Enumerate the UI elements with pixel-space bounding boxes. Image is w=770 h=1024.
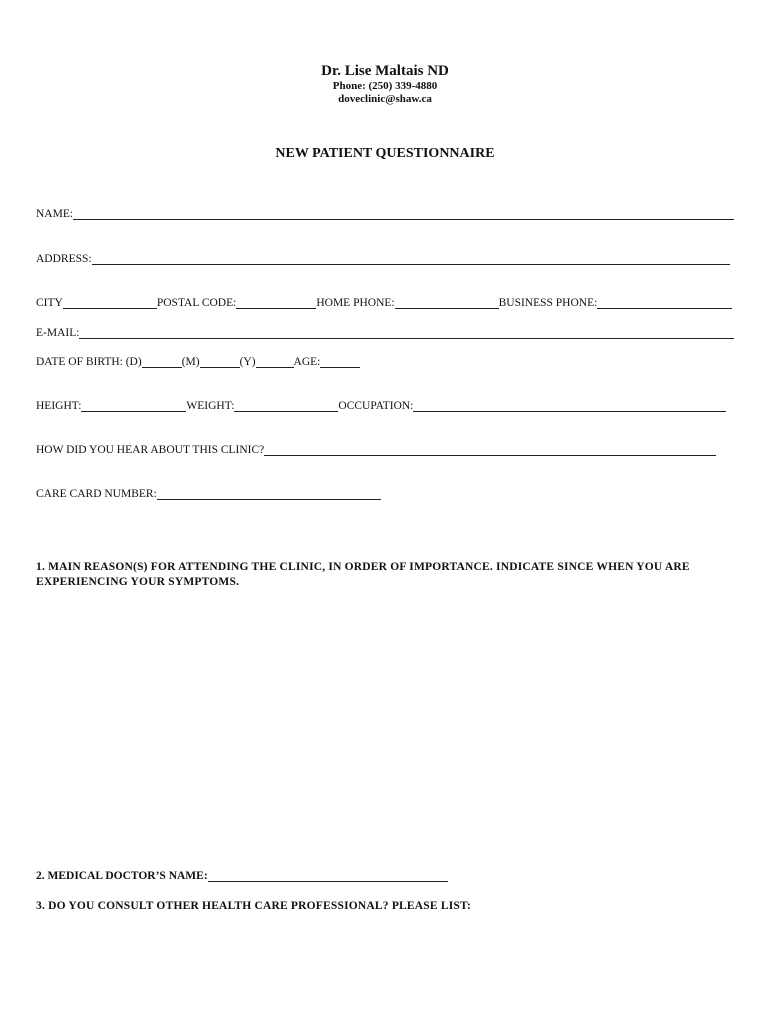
dob-month-field[interactable] bbox=[200, 356, 240, 368]
age-label: AGE: bbox=[293, 356, 321, 368]
email-row bbox=[36, 326, 734, 340]
dob-day-label: DATE OF BIRTH: (D) bbox=[36, 356, 142, 368]
doctor-name: Dr. Lise Maltais ND bbox=[321, 63, 449, 79]
age-field[interactable] bbox=[320, 356, 360, 368]
city-field[interactable] bbox=[63, 297, 157, 309]
dob-day-field[interactable] bbox=[142, 356, 182, 368]
name-row bbox=[36, 207, 734, 221]
main-reasons-answer-area[interactable] bbox=[36, 600, 734, 850]
height-label: HEIGHT: bbox=[36, 400, 82, 412]
occupation-field[interactable] bbox=[413, 400, 726, 412]
dob-year-label: (Y) bbox=[239, 356, 256, 368]
height-field[interactable] bbox=[81, 400, 186, 412]
care-card-row bbox=[36, 487, 381, 501]
postal-code-label: POSTAL CODE: bbox=[156, 297, 237, 309]
clinic-header bbox=[0, 62, 770, 106]
referral-label: HOW DID YOU HEAR ABOUT THIS CLINIC? bbox=[36, 444, 265, 456]
referral-field[interactable] bbox=[264, 444, 716, 456]
postal-code-field[interactable] bbox=[236, 297, 316, 309]
home-phone-label: HOME PHONE: bbox=[316, 297, 395, 309]
city-row bbox=[36, 296, 732, 310]
home-phone-field[interactable] bbox=[395, 297, 499, 309]
address-field[interactable] bbox=[92, 253, 730, 265]
email-field[interactable] bbox=[79, 327, 734, 339]
care-card-field[interactable] bbox=[157, 488, 381, 500]
other-professionals-answer-area[interactable] bbox=[36, 920, 734, 1010]
medical-doctor-label: 2. MEDICAL DOCTOR’S NAME: bbox=[36, 870, 208, 882]
care-card-label: CARE CARD NUMBER: bbox=[36, 488, 157, 500]
name-label: NAME: bbox=[36, 208, 74, 220]
email-label: E-MAIL: bbox=[36, 327, 80, 339]
address-label: ADDRESS: bbox=[36, 253, 92, 265]
clinic-email: doveclinic@shaw.ca bbox=[338, 93, 432, 105]
occupation-label: OCCUPATION: bbox=[338, 400, 414, 412]
height-row bbox=[36, 399, 726, 413]
form-title: NEW PATIENT QUESTIONNAIRE bbox=[275, 146, 495, 161]
medical-doctor-row bbox=[36, 869, 448, 883]
referral-row bbox=[36, 443, 716, 457]
weight-label: WEIGHT: bbox=[186, 400, 235, 412]
weight-field[interactable] bbox=[234, 400, 338, 412]
question-main-reasons: 1. MAIN REASON(S) FOR ATTENDING THE CLINIC, IN ORDER OF IMPORTANCE. INDICATE SINCE WHEN YOU ARE EXPERIENCING YOUR SYMPTOMS. bbox=[36, 561, 690, 588]
business-phone-label: BUSINESS PHONE: bbox=[498, 297, 598, 309]
name-field[interactable] bbox=[73, 208, 734, 220]
clinic-phone: Phone: (250) 339-4880 bbox=[332, 80, 438, 92]
dob-year-field[interactable] bbox=[256, 356, 294, 368]
address-row bbox=[36, 252, 730, 266]
question-other-professionals: 3. DO YOU CONSULT OTHER HEALTH CARE PROFESSIONAL? PLEASE LIST: bbox=[36, 900, 472, 912]
business-phone-field[interactable] bbox=[597, 297, 732, 309]
city-label: CITY bbox=[36, 297, 63, 309]
dob-row bbox=[36, 355, 360, 369]
dob-month-label: (M) bbox=[181, 356, 200, 368]
medical-doctor-field[interactable] bbox=[208, 870, 448, 882]
